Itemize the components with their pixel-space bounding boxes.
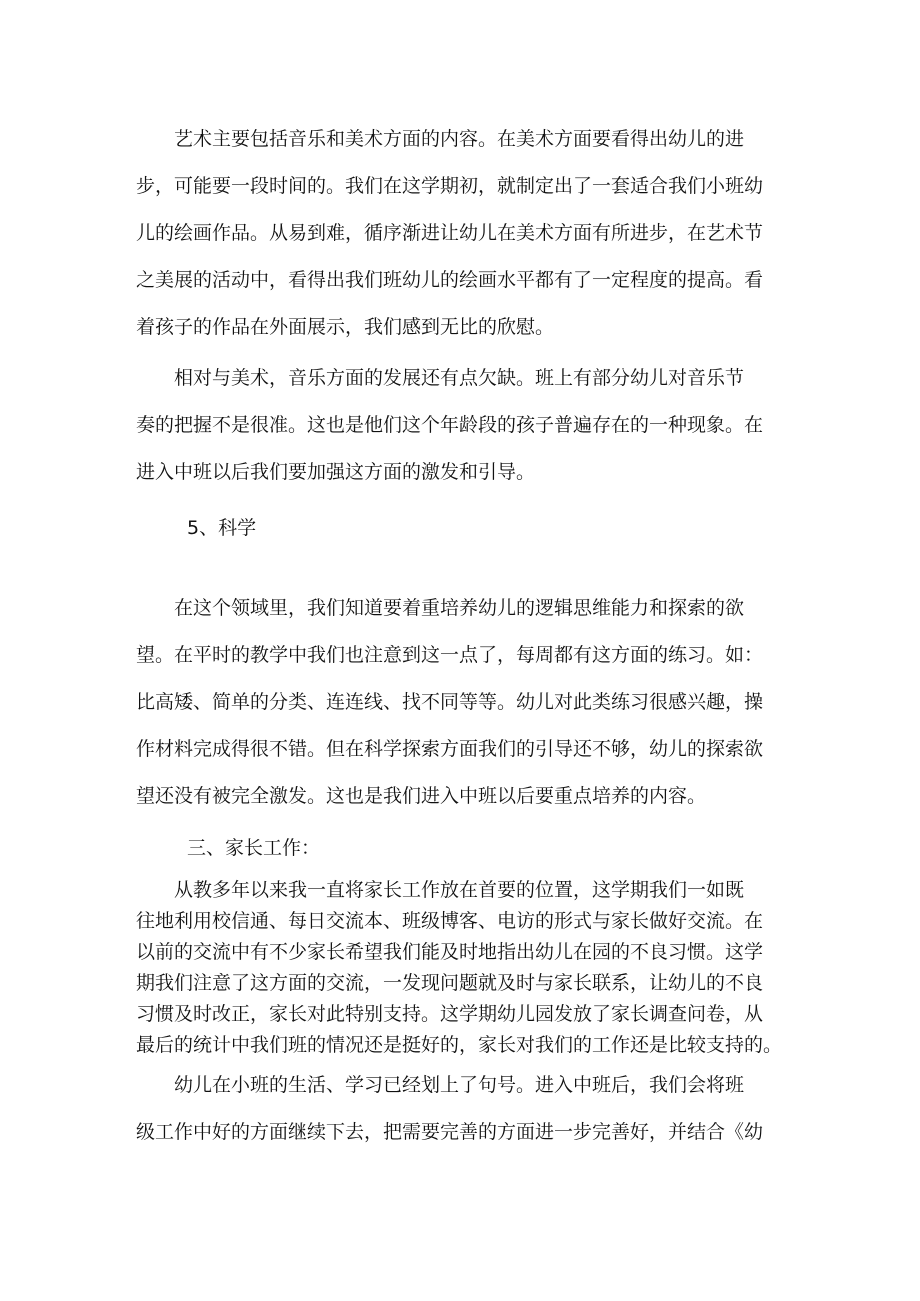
paragraph-science xyxy=(136,585,796,820)
text-line: 相对与美术，音乐方面的发展还有点欠缺。班上有部分幼儿对音乐节 xyxy=(174,367,745,389)
text-line: 以前的交流中有不少家长希望我们能及时地指出幼儿在园的不良习惯。这学 xyxy=(136,941,764,963)
text-line: 往地利用校信通、每日交流本、班级博客、电访的形式与家长做好交流。在 xyxy=(136,910,764,932)
text-line: 在这个领域里，我们知道要着重培养幼儿的逻辑思维能力和探索的欲 xyxy=(174,597,745,619)
text-line: 望还没有被完全激发。这也是我们进入中班以后要重点培养的内容。 xyxy=(136,785,707,807)
text-line: 幼儿在小班的生活、学习已经划上了句号。进入中班后，我们会将班 xyxy=(174,1074,745,1096)
text-line: 步，可能要一段时间的。我们在这学期初，就制定出了一套适合我们小班幼 xyxy=(136,175,764,197)
text-line: 儿的绘画作品。从易到难，循序渐进让幼儿在美术方面有所进步，在艺术节 xyxy=(136,222,764,244)
paragraph-conclusion xyxy=(136,1062,796,1156)
text-line: 从教多年以来我一直将家长工作放在首要的位置，这学期我们一如既 xyxy=(174,879,745,901)
text-line: 期我们注意了这方面的交流，一发现问题就及时与家长联系，让幼儿的不良 xyxy=(136,972,764,994)
text-line: 习惯及时改正，家长对此特别支持。这学期幼儿园发放了家长调查问卷，从 xyxy=(136,1003,764,1025)
paragraph-music xyxy=(136,355,796,496)
text-line: 着孩子的作品在外面展示，我们感到无比的欣慰。 xyxy=(136,316,555,338)
paragraph-art xyxy=(136,116,796,351)
text-line: 望。在平时的教学中我们也注意到这一点了，每周都有这方面的练习。如： xyxy=(136,644,764,666)
paragraph-parent-work xyxy=(136,875,796,1061)
text-line: 级工作中好的方面继续下去，把需要完善的方面进一步完善好，并结合《幼 xyxy=(136,1121,764,1143)
text-line: 比高矮、简单的分类、连连线、找不同等等。幼儿对此类练习很感兴趣，操 xyxy=(136,691,764,713)
text-line: 艺术主要包括音乐和美术方面的内容。在美术方面要看得出幼儿的进 xyxy=(174,128,745,150)
text-line: 奏的把握不是很准。这也是他们这个年龄段的孩子普遍存在的一种现象。在 xyxy=(136,414,764,436)
text-line: 最后的统计中我们班的情况还是挺好的，家长对我们的工作还是比较支持的。 xyxy=(136,1034,783,1056)
text-line: 作材料完成得很不错。但在科学探索方面我们的引导还不够，幼儿的探索欲 xyxy=(136,738,764,760)
section-heading-science: 5、科学 xyxy=(187,517,257,539)
text-line: 进入中班以后我们要加强这方面的激发和引导。 xyxy=(136,461,536,483)
text-line: 之美展的活动中，看得出我们班幼儿的绘画水平都有了一定程度的提高。看 xyxy=(136,269,764,291)
section-heading-parent-work: 三、家长工作： xyxy=(187,837,321,859)
